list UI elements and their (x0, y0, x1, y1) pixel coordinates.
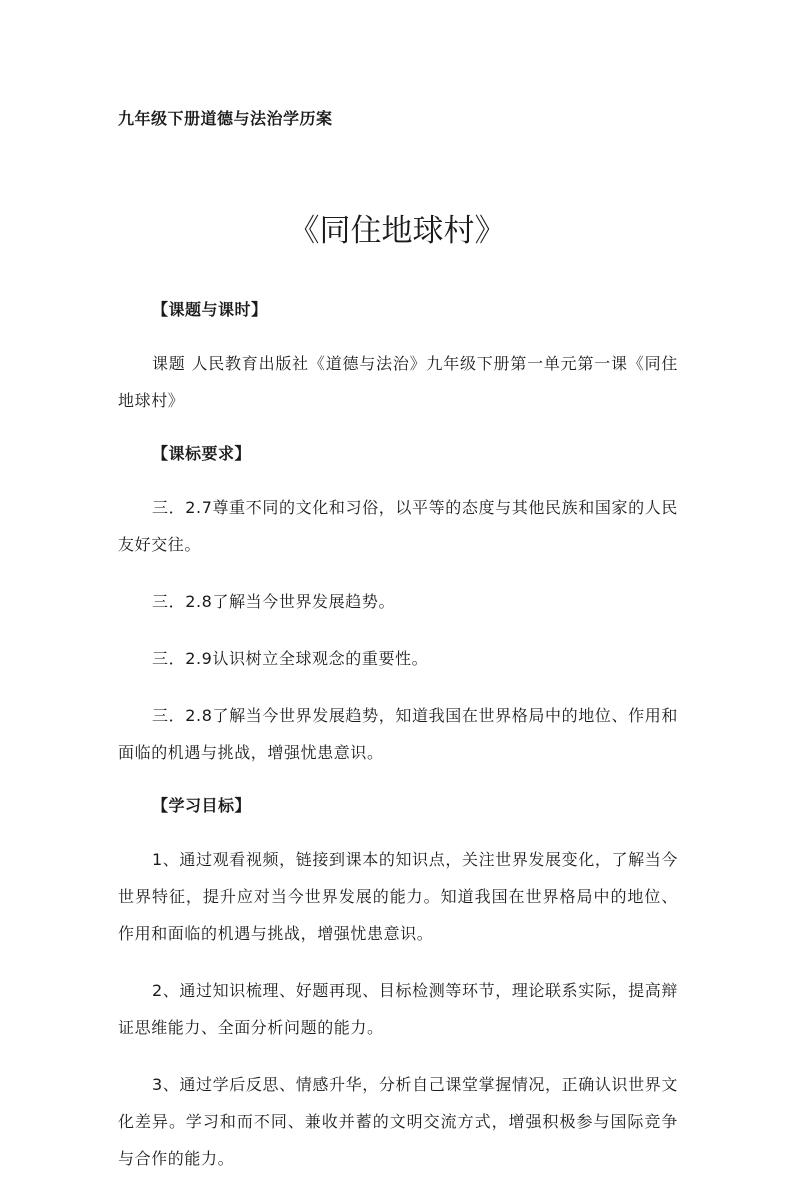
paragraph: 三．2.8了解当今世界发展趋势，知道我国在世界格局中的地位、作用和面临的机遇与挑战，增强忧患意识。 (118, 706, 678, 762)
paragraph: 课题 人民教育出版社《道德与法治》九年级下册第一单元第一课《同住地球村》 (118, 354, 678, 410)
paragraph: 2、通过知识梳理、好题再现、目标检测等环节，理论联系实际，提高辩证思维能力、全面分析问题的能力。 (118, 981, 678, 1037)
document-title: 《同住地球村》 (288, 213, 506, 249)
section-heading: 【课标要求】 (152, 444, 252, 463)
document-body (118, 295, 678, 1197)
section-learning-objectives (118, 791, 678, 1177)
paragraph: 三．2.8了解当今世界发展趋势。 (152, 592, 396, 611)
paragraph: 1、通过观看视频，链接到课本的知识点，关注世界发展变化，了解当今世界特征，提升应对当今世界发展的能力。知道我国在世界格局中的地位、作用和面临的机遇与挑战，增强忧患意识。 (118, 850, 678, 943)
document-header: 九年级下册道德与法治学历案 (118, 109, 333, 128)
paragraph: 三．2.9认识树立全球观念的重要性。 (152, 649, 429, 668)
section-curriculum-requirements (118, 439, 678, 771)
section-heading: 【学习目标】 (152, 796, 252, 815)
paragraph: 三．2.7尊重不同的文化和习俗，以平等的态度与其他民族和国家的人民友好交往。 (118, 498, 678, 554)
section-lesson-info (118, 295, 678, 419)
paragraph: 3、通过学后反思、情感升华，分析自己课堂掌握情况，正确认识世界文化差异。学习和而不同、兼收并蓄的文明交流方式，增强积极参与国际竞争与合作的能力。 (118, 1075, 678, 1168)
section-heading: 【课题与课时】 (152, 300, 268, 319)
